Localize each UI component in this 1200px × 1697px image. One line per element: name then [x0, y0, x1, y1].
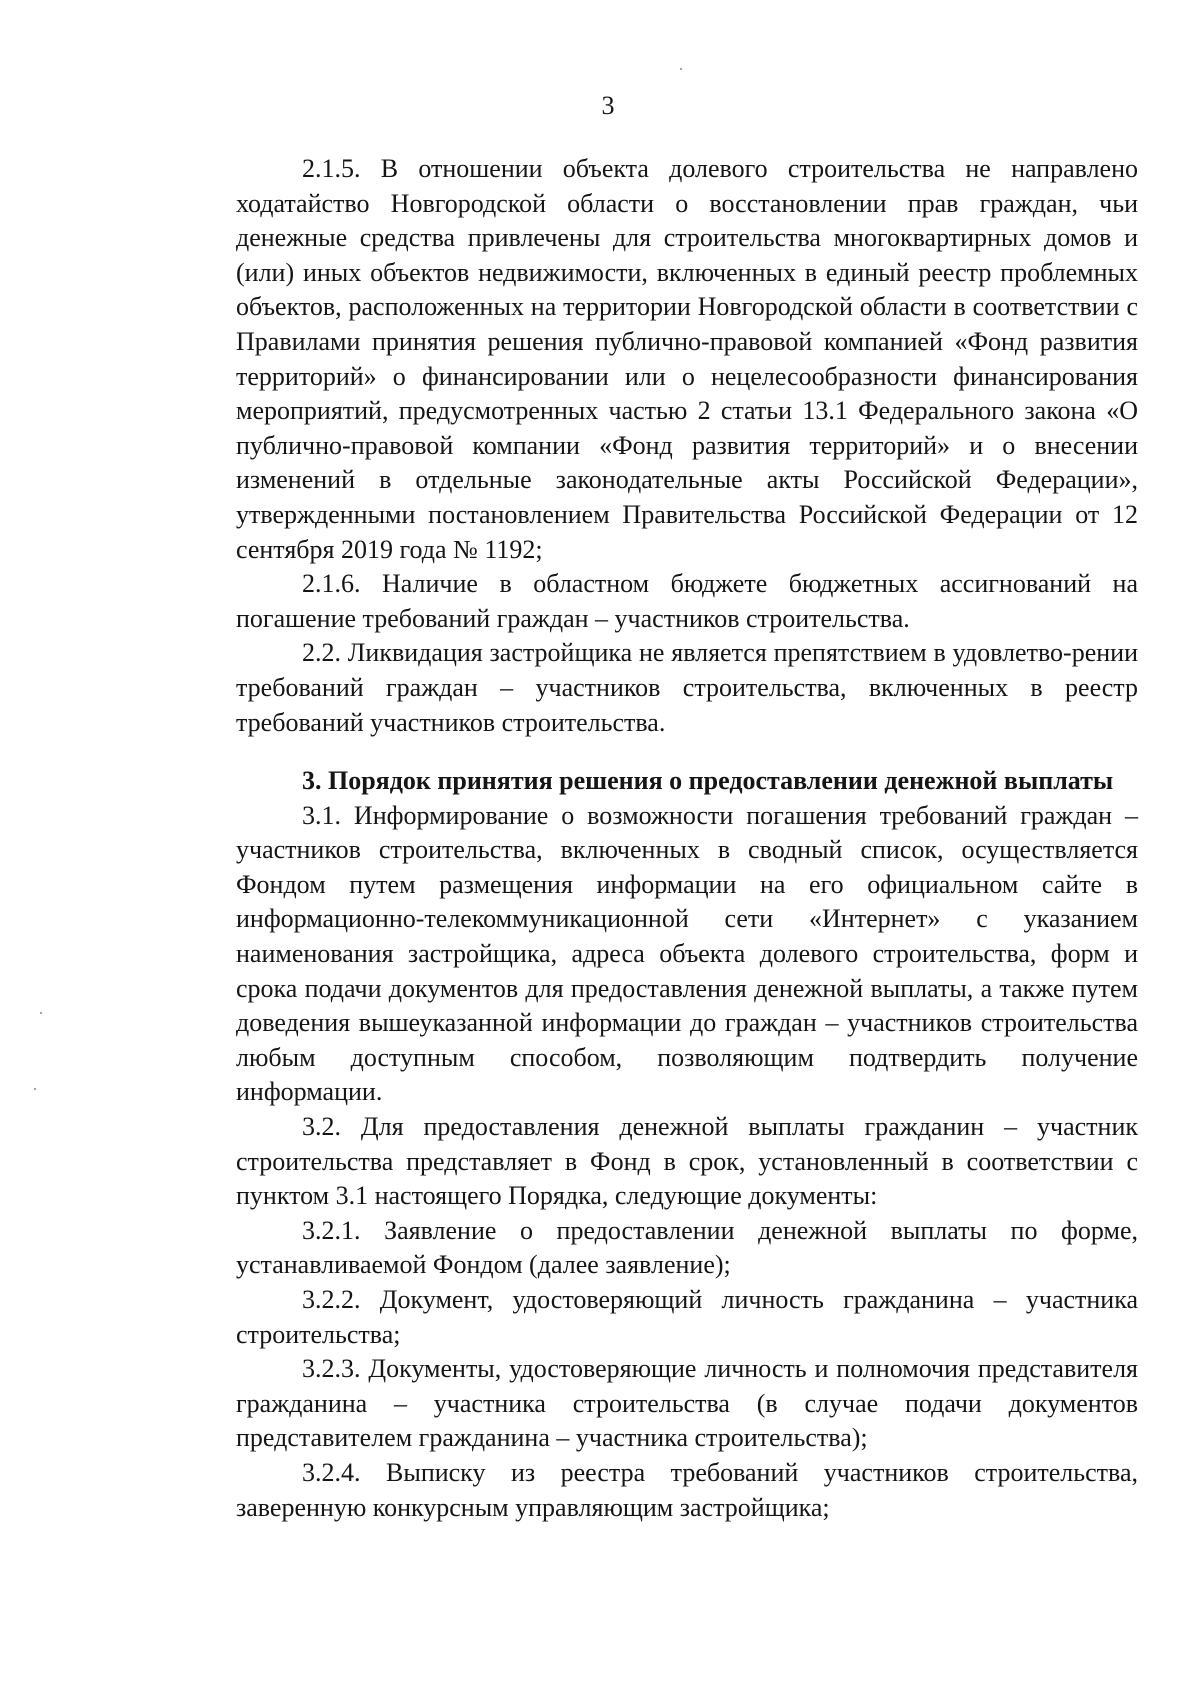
paragraph-3-1: 3.1. Информирование о возможности погашения требований граждан – участников строительства, включенных в сводный список, осуществляется Фондом путем размещения информации на его официальном сайте в информационно-телекоммуникационной сети «Интернет» с указанием наименования застройщика, адреса объекта долевого строительства, форм и срока подачи документов для предоставления денежной выплаты, а также путем доведения вышеуказанной информации до граждан – участников строительства любым доступным способом, позволяющим подтвердить получение информации.: [236, 800, 1138, 1107]
scan-speck: [40, 1012, 42, 1014]
document-body: [236, 152, 1138, 1525]
paragraph-3-2-3: 3.2.3. Документы, удостоверяющие личность и полномочия представителя гражданина – участника строительства (в случае подачи документов представителем гражданина – участника строительства);: [236, 1354, 1138, 1453]
paragraph-3-2: 3.2. Для предоставления денежной выплаты гражданин – участник строительства представляет в Фонд в срок, установленный в соответствии с пунктом 3.1 настоящего Порядка, следующие документы:: [236, 1112, 1138, 1211]
scan-speck: [34, 1088, 36, 1090]
paragraph-2-1-6: 2.1.6. Наличие в областном бюджете бюджетных ассигнований на погашение требований граждан – участников строительства.: [236, 569, 1138, 633]
paragraph-3-2-4: 3.2.4. Выписку из реестра требований участников строительства, заверенную конкурсным управляющим застройщика;: [236, 1457, 1138, 1522]
page-number: 3: [601, 91, 615, 120]
scan-speck: [680, 68, 682, 70]
paragraph-2-1-5: 2.1.5. В отношении объекта долевого строительства не направлено ходатайство Новгородской области о восстановлении прав граждан, чьи денежные средства привлечены для строительства многоквартирных домов и (или) иных объектов недвижимости, включенных в единый реестр проблемных объектов, расположенных на территории Новгородской области в соответствии с Правилами принятия решения публично-правовой компанией «Фонд развития территорий» о финансировании или о нецелесообразности финансирования мероприятий, предусмотренных частью 2 статьи 13.1 Федерального закона «О публично-правовой компании «Фонд развития территорий» и о внесении изменений в отдельные законодательные акты Российской Федерации», утвержденными постановлением Правительства Российской Федерации от 12 сентября 2019 года № 1192;: [236, 154, 1138, 564]
paragraph-3-2-2: 3.2.2. Документ, удостоверяющий личность гражданина – участника строительства;: [236, 1285, 1138, 1349]
paragraph-2-2: 2.2. Ликвидация застройщика не является препятствием в удовлетво-рении требований граждан – участников строительства, включенных в реестр требований участников строительства.: [236, 638, 1138, 737]
paragraph-3-2-1: 3.2.1. Заявление о предоставлении денежной выплаты по форме, устанавливаемой Фондом (далее заявление);: [236, 1215, 1138, 1280]
section-heading-3: 3. Порядок принятия решения о предоставлении денежной выплаты: [302, 766, 1114, 796]
